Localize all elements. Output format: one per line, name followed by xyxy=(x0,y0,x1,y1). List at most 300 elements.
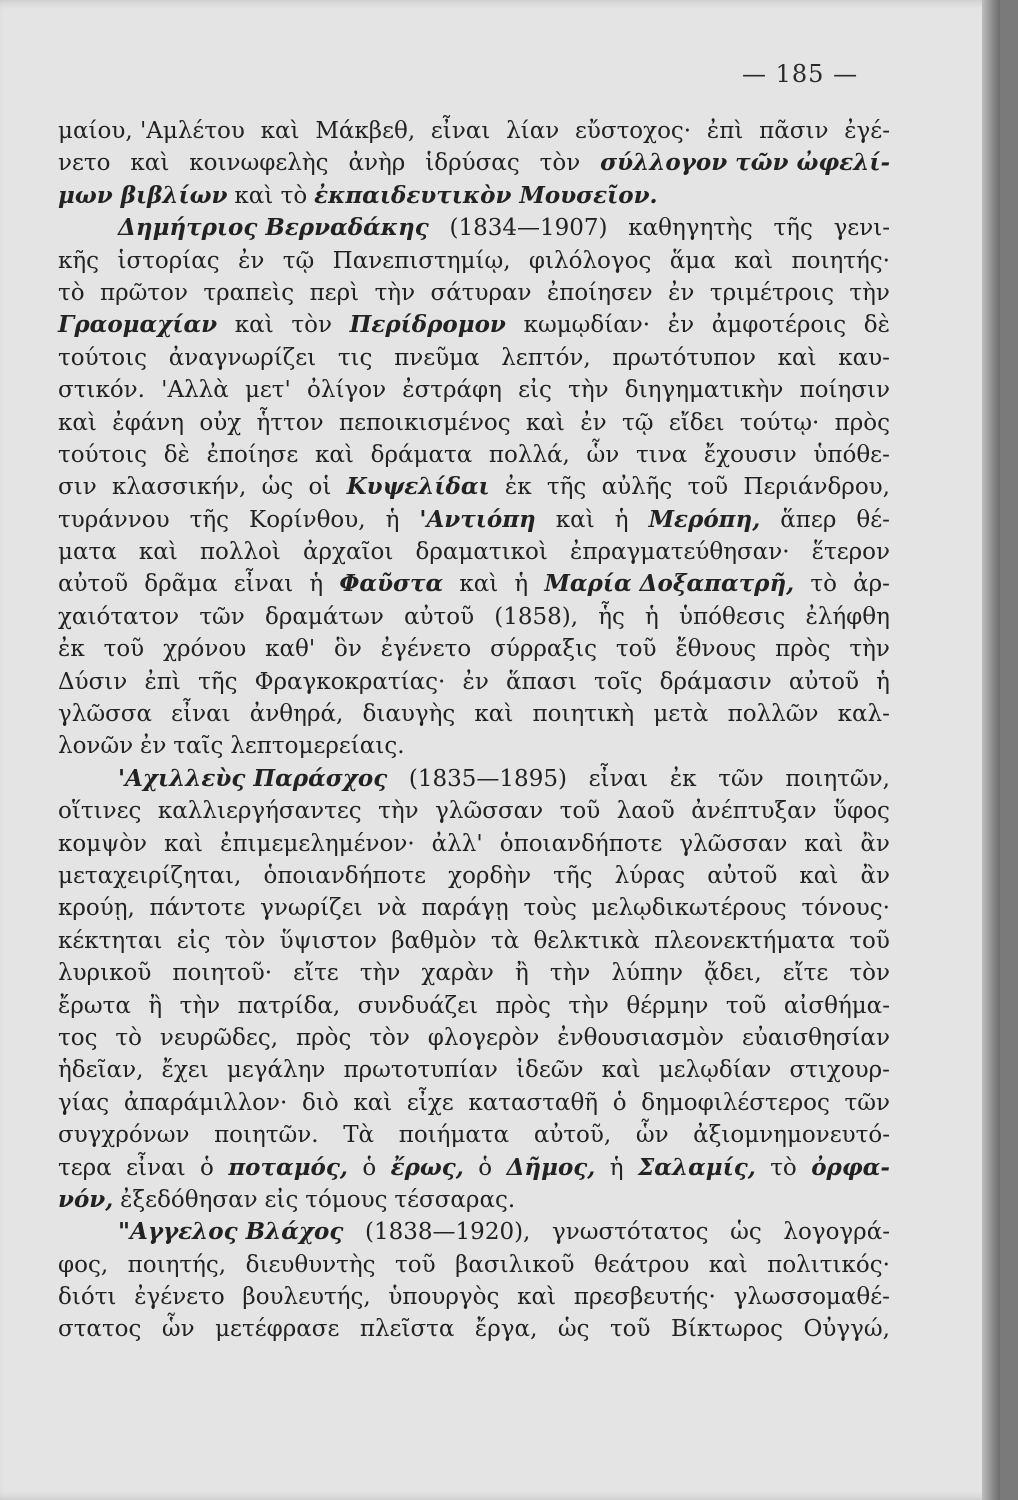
word: ἐκ xyxy=(58,636,85,663)
text-line xyxy=(58,1054,890,1086)
word: περὶ xyxy=(309,279,360,306)
word: τοὺς xyxy=(523,895,577,922)
word: Φαῦστα xyxy=(339,570,444,598)
word: οἵτινες xyxy=(58,798,142,825)
word: ἡ xyxy=(614,506,629,533)
word: ἐγένετο xyxy=(380,636,472,663)
word: τὴν xyxy=(179,992,221,1019)
word: τὸ xyxy=(810,571,837,598)
word: τὴν xyxy=(374,279,416,306)
word: αὐτοῦ xyxy=(707,862,778,889)
text-line xyxy=(58,1249,890,1281)
word: τοῦ xyxy=(687,474,729,501)
word: (1834—1907) xyxy=(449,215,608,242)
text-line xyxy=(58,147,890,179)
word: ὡς xyxy=(730,1219,762,1246)
word: καθ' xyxy=(265,636,316,663)
word: λύπην xyxy=(611,960,683,987)
word: ἐν xyxy=(238,247,265,274)
word: καὶ xyxy=(260,118,300,144)
word: φος, xyxy=(58,1251,109,1278)
word: εἶχε xyxy=(406,1089,454,1116)
word: ἐνθουσιασμὸν xyxy=(557,1024,724,1051)
word: καὶ xyxy=(234,312,274,339)
word: τοῦ xyxy=(609,1316,651,1343)
word: ὁποιανδήποτε xyxy=(499,830,663,857)
word: ἐν xyxy=(140,733,167,760)
text-line xyxy=(58,180,890,212)
word: ταῖς xyxy=(173,733,224,760)
word: ὁ xyxy=(362,1154,377,1181)
word: ὡς xyxy=(261,474,294,501)
word: ἡ xyxy=(645,603,659,630)
text-line xyxy=(58,633,890,665)
word: (1838—1920), xyxy=(365,1219,531,1246)
word: πολιτικός· xyxy=(767,1251,890,1278)
word: πρωτοτυπίαν xyxy=(343,1057,498,1084)
word: ἀρ- xyxy=(853,571,890,598)
word: ὑπουργὸς xyxy=(388,1284,500,1311)
word: καὶ τὸ xyxy=(234,182,308,209)
word: στιχουρ- xyxy=(789,1057,890,1084)
text-line xyxy=(58,115,890,147)
word: τὸ xyxy=(770,1154,797,1181)
word: ἢ xyxy=(148,992,163,1019)
word: Περίδρομον xyxy=(349,311,506,339)
word: δράμασιν xyxy=(659,668,772,695)
word: ἡδεῖαν, xyxy=(58,1057,144,1084)
word: στατος xyxy=(58,1316,142,1343)
word: πρῶτον xyxy=(100,279,188,306)
text-line xyxy=(58,990,890,1022)
word: θέρμην xyxy=(626,992,709,1019)
word: ἅπερ xyxy=(780,506,837,533)
word: τόνους· xyxy=(801,895,890,922)
word: θελκτικὰ xyxy=(533,927,640,954)
word: σύρραξις xyxy=(490,636,597,663)
word: ἐποίησε xyxy=(206,441,299,468)
word: χαρὰν xyxy=(421,960,494,987)
text-line xyxy=(58,957,890,989)
word: τὰ xyxy=(490,927,520,954)
text-line xyxy=(58,925,890,957)
word: ὁ xyxy=(200,1154,214,1181)
text-line xyxy=(58,212,890,244)
word: διηγηματικὴν xyxy=(624,377,784,404)
word: θέ- xyxy=(856,506,890,533)
word: καὶ xyxy=(555,506,595,533)
text-line xyxy=(58,374,890,406)
word: εἴτε xyxy=(293,960,339,987)
word: τὸ xyxy=(58,279,85,306)
word: τὴν xyxy=(568,992,609,1019)
word: τὸν xyxy=(369,1024,410,1051)
word: βαθμὸν xyxy=(391,927,477,954)
page-number: — 185 — xyxy=(742,60,859,88)
word: καὶ xyxy=(708,1251,748,1278)
word: ποιητοῦ· xyxy=(172,960,273,987)
text-line xyxy=(58,1022,890,1054)
text-line xyxy=(58,245,890,277)
word: καὶ xyxy=(353,1089,393,1116)
word: κατασταθῆ xyxy=(468,1089,599,1116)
word: τὴν xyxy=(568,377,609,404)
word: ἔρως, xyxy=(390,1153,464,1181)
word: τὴν xyxy=(849,279,890,306)
word: ὕφος xyxy=(833,798,890,825)
word: ποιήματα xyxy=(398,1122,510,1149)
word: ποταμός, xyxy=(228,1153,348,1181)
word: γνωστότατος xyxy=(552,1219,709,1246)
word: τούτοις xyxy=(58,344,148,371)
text-line xyxy=(58,860,890,892)
word: τραπεὶς xyxy=(203,279,295,306)
text-line xyxy=(58,666,890,698)
word: ποιητῶν. xyxy=(214,1122,319,1149)
word: ὃν xyxy=(334,636,362,663)
word: καλ- xyxy=(837,701,890,728)
word: τοῦ xyxy=(849,927,890,954)
word: τὸν xyxy=(224,927,266,954)
word: λογογρά- xyxy=(783,1219,890,1246)
word: τῶν xyxy=(718,765,764,792)
word: τινα xyxy=(635,441,688,468)
word: ἀξιομνημονευτό- xyxy=(693,1122,890,1149)
word: τῆς xyxy=(189,506,229,533)
word: εὔστοχος· xyxy=(574,118,692,144)
text-line xyxy=(58,763,890,795)
word: δὲ xyxy=(863,312,890,339)
word: γνωρίζει xyxy=(260,895,363,922)
page-edge xyxy=(982,0,1000,1500)
text-line xyxy=(58,1087,890,1119)
word: πᾶσιν xyxy=(759,118,829,144)
word: καὶ xyxy=(130,150,170,177)
word: εἶναι xyxy=(171,701,231,728)
word: Οὐγγώ, xyxy=(803,1316,890,1343)
word: 'Αχιλλεὺς Παράσχος xyxy=(118,764,388,792)
word: ἐν xyxy=(668,279,695,306)
word: τόμους xyxy=(305,1186,388,1213)
word: πλεονεκτήματα xyxy=(654,927,836,954)
word: ποίησιν xyxy=(799,377,890,404)
word: τοῦ xyxy=(559,798,601,825)
word: κῆς xyxy=(58,247,100,274)
word: ἔχει xyxy=(161,1057,209,1084)
word: Δῆμος, xyxy=(506,1153,596,1181)
word: νὰ xyxy=(377,895,407,922)
word: τος xyxy=(58,1024,98,1051)
word: Βίκτωρος xyxy=(670,1316,784,1343)
word: κρούῃ, xyxy=(58,895,135,922)
word: αὐτοῦ, xyxy=(533,1122,612,1149)
word: καὶ xyxy=(58,409,97,436)
word: μεταχειρίζηται, xyxy=(58,862,242,889)
word: εὐαισθησίαν xyxy=(741,1024,890,1051)
word: κοινωφελὴς xyxy=(189,150,329,177)
word: τὸν xyxy=(849,960,890,987)
word: τὴν xyxy=(549,960,591,987)
word: ἐν xyxy=(580,409,607,436)
word: ὀλίγον xyxy=(307,377,387,404)
word: μετ' xyxy=(244,377,291,404)
word: ὑπόθε- xyxy=(813,441,890,468)
word: πατρίδα, xyxy=(237,992,341,1019)
word: γίας xyxy=(58,1089,110,1116)
word: εἶναι xyxy=(430,118,491,144)
word: ᾄδει, xyxy=(704,960,762,987)
text-line xyxy=(58,471,890,503)
word: ὧν xyxy=(635,1122,669,1149)
word: μελῳδικωτέρους xyxy=(591,895,787,922)
word: φιλόλογος xyxy=(528,247,652,274)
word: πρὸς xyxy=(295,1024,352,1051)
word: καὶ xyxy=(459,571,499,598)
word: συνδυάζει xyxy=(357,992,479,1019)
text-line xyxy=(58,601,890,633)
word: εἰς xyxy=(264,1186,299,1213)
word: βασιλικοῦ xyxy=(455,1251,575,1278)
word: ἐλήφθη xyxy=(805,603,890,630)
word: ὁποιανδήποτε xyxy=(263,862,427,889)
word: πρεσβευτής· xyxy=(573,1284,716,1311)
word: ἡ xyxy=(609,1154,624,1181)
word: ὡς xyxy=(557,1316,590,1343)
text-line xyxy=(58,568,890,600)
word: ἧττον xyxy=(256,409,324,436)
word: τῷ xyxy=(282,247,315,274)
word: Δημήτριος Βερναδάκης xyxy=(118,214,429,242)
word: ἡ xyxy=(876,668,890,695)
word: ἐκ xyxy=(669,765,697,792)
word: Δύσιν xyxy=(58,668,128,695)
word: διαυγὴς xyxy=(362,701,456,728)
word: μετέφρασε xyxy=(215,1316,340,1343)
text-line xyxy=(58,1216,890,1248)
word: τῆς xyxy=(773,215,813,242)
word: ἐγένετο xyxy=(134,1284,225,1311)
word: πρωτότυπον xyxy=(612,344,756,371)
word: νόν, xyxy=(58,1185,114,1213)
word: λαοῦ xyxy=(616,798,675,825)
word: ἕτερον xyxy=(811,539,890,566)
word: ἡ xyxy=(309,571,324,598)
word: μων βιβλίων xyxy=(58,181,228,209)
word: πρὸς xyxy=(495,992,551,1019)
word: χορδὴν xyxy=(448,862,532,889)
word: ἀνὴρ xyxy=(348,150,406,177)
word: ἔργα, xyxy=(474,1316,538,1343)
word: ποιητής· xyxy=(791,247,890,274)
word: ἡ xyxy=(385,506,400,533)
word: λεπτομερείαις. xyxy=(230,733,405,760)
word: σάτυραν xyxy=(430,279,532,306)
word: ἐγέ- xyxy=(844,118,890,144)
word: διότι xyxy=(58,1284,117,1311)
word: καὶ xyxy=(474,701,514,728)
word: ἐν xyxy=(462,668,489,695)
word: ὑπόθεσις xyxy=(679,603,786,630)
word: τὸν xyxy=(539,150,581,177)
word: ἰδεῶν xyxy=(515,1057,584,1084)
word: καθηγητὴς xyxy=(628,215,753,242)
word: παράγῃ xyxy=(421,895,509,922)
word: ἔχουσιν xyxy=(703,441,797,468)
word: ἂν xyxy=(860,862,890,889)
word: τερα xyxy=(58,1154,112,1181)
word: δράματα xyxy=(370,441,473,468)
word: ἀμφοτέροις xyxy=(711,312,847,339)
word: τῆς xyxy=(546,474,587,501)
word: ὁ xyxy=(478,1154,493,1181)
word: Σαλαμίς, xyxy=(637,1153,756,1181)
word: οἱ xyxy=(308,474,332,501)
word: πρὸς xyxy=(775,636,831,663)
word: τοῖς xyxy=(594,668,643,695)
word: γενι- xyxy=(833,215,890,242)
word: χρόνου xyxy=(163,636,247,663)
word: αὐλῆς xyxy=(601,474,673,501)
word: 'Αντιόπη xyxy=(419,505,536,533)
word: γλῶσσαν xyxy=(679,830,788,857)
text-line xyxy=(58,828,890,860)
word: καὶ xyxy=(799,862,839,889)
word: πάντοτε xyxy=(149,895,246,922)
word: διὸ xyxy=(301,1089,339,1116)
word: τοῦ xyxy=(395,1251,436,1278)
word: τῶν xyxy=(199,603,245,630)
word: πολλοὶ xyxy=(199,539,281,566)
word: δὲ xyxy=(163,441,190,468)
text-line xyxy=(58,277,890,309)
word: ἔθνους xyxy=(675,636,757,663)
word: θεάτρου xyxy=(593,1251,690,1278)
word: τούτοις xyxy=(58,441,148,468)
word: ἀνέπτυξαν xyxy=(691,798,817,825)
word: Μερόπη, xyxy=(648,505,761,533)
word: βουλευτής, xyxy=(242,1284,371,1311)
text-line xyxy=(58,407,890,439)
text-line xyxy=(58,309,890,341)
word: ἡ xyxy=(514,571,529,598)
word: "Αγγελος Βλάχος xyxy=(118,1218,344,1246)
word: λίαν xyxy=(506,118,560,144)
word: τὴν xyxy=(849,636,890,663)
text-line xyxy=(58,1119,890,1151)
word: πλεῖστα xyxy=(359,1316,455,1343)
word: μετὰ xyxy=(653,701,709,728)
text-line xyxy=(58,1184,890,1216)
word: οὐχ xyxy=(199,409,242,436)
word: Τὰ xyxy=(343,1122,375,1149)
word: τῆς xyxy=(553,862,593,889)
word: καὶ xyxy=(777,344,817,371)
word: ἐφάνη xyxy=(112,409,185,436)
word: ποιητής, xyxy=(127,1251,227,1278)
word: τῶν xyxy=(844,1089,890,1116)
word: ὕψιστον xyxy=(279,927,377,954)
word: ἀλλ' xyxy=(431,830,483,857)
word: μαίου, 'Αμλέτου xyxy=(58,118,245,144)
word: ἐκ xyxy=(504,474,532,501)
word: ἐξεδόθησαν xyxy=(120,1186,258,1213)
word: δραματικοὶ xyxy=(415,539,548,566)
word: τούτῳ· xyxy=(739,409,820,436)
word: τὴν xyxy=(359,960,401,987)
word: εἴδει xyxy=(668,409,725,436)
word: ποιητικὴ xyxy=(532,701,635,728)
word: πεποικισμένος xyxy=(338,409,511,436)
text-line xyxy=(58,342,890,374)
word: ἐπὶ xyxy=(144,668,181,695)
word: τῷ xyxy=(622,409,654,436)
word: διευθυντὴς xyxy=(245,1251,376,1278)
word: μελῳδίαν xyxy=(658,1057,772,1084)
word: Μάκβεθ, xyxy=(315,118,416,144)
word: τῆς xyxy=(198,668,238,695)
word: ἂν xyxy=(860,830,890,857)
word: αἰσθήμα- xyxy=(783,992,890,1019)
word: Φραγκοκρατίας· xyxy=(254,668,446,695)
word: πολλῶν xyxy=(727,701,819,728)
word: καὶ xyxy=(601,1057,641,1084)
word: ἧς xyxy=(598,603,625,630)
word: λεπτόν, xyxy=(501,344,591,371)
word: ἀπαράμιλλον· xyxy=(123,1089,288,1116)
word: συγχρόνων xyxy=(58,1122,190,1149)
word: ἅπασι xyxy=(505,668,577,695)
text-line xyxy=(58,1152,890,1184)
word: καὶ xyxy=(804,830,844,857)
text-line xyxy=(58,730,890,762)
word: Κυψελίδαι xyxy=(346,473,490,501)
word: καὶ xyxy=(164,830,204,857)
word: καὶ xyxy=(314,441,354,468)
word: ἱστορίας xyxy=(117,247,220,274)
word: ἐποίησεν xyxy=(546,279,653,306)
word: τυράννου xyxy=(58,506,170,533)
word: ἀναγνωρίζει xyxy=(168,344,317,371)
word: εἰς xyxy=(176,927,211,954)
text-line xyxy=(58,536,890,568)
word: καὶ xyxy=(526,409,565,436)
word: κωμῳδίαν· xyxy=(523,312,651,339)
word: τριμέτροις xyxy=(709,279,834,306)
word: σιν xyxy=(58,474,97,501)
word: νετο xyxy=(58,150,111,177)
word: γλῶσσα xyxy=(58,701,153,728)
word: τοῦ xyxy=(725,992,767,1019)
word: λονῶν xyxy=(58,733,134,760)
text-line xyxy=(58,1313,890,1345)
word: ἱδρύσας xyxy=(425,150,520,177)
word: καλλιεργήσαντες xyxy=(157,798,362,825)
word: τοῦ xyxy=(103,636,145,663)
word: καυ- xyxy=(838,344,890,371)
word: ἢ xyxy=(515,960,529,987)
text-line xyxy=(58,795,890,827)
word: ματα xyxy=(58,539,117,566)
word: εἴτε xyxy=(782,960,829,987)
word: γλωσσομαθέ- xyxy=(733,1284,890,1311)
word: ἔρωτα xyxy=(58,992,131,1019)
word: εἶναι xyxy=(233,571,294,598)
word: αὐτοῦ xyxy=(788,668,859,695)
word: τέσσαρας. xyxy=(394,1186,516,1213)
body-text xyxy=(58,115,890,1346)
text-line xyxy=(58,698,890,730)
word: ἐπιμεμελημένον· xyxy=(220,830,415,857)
